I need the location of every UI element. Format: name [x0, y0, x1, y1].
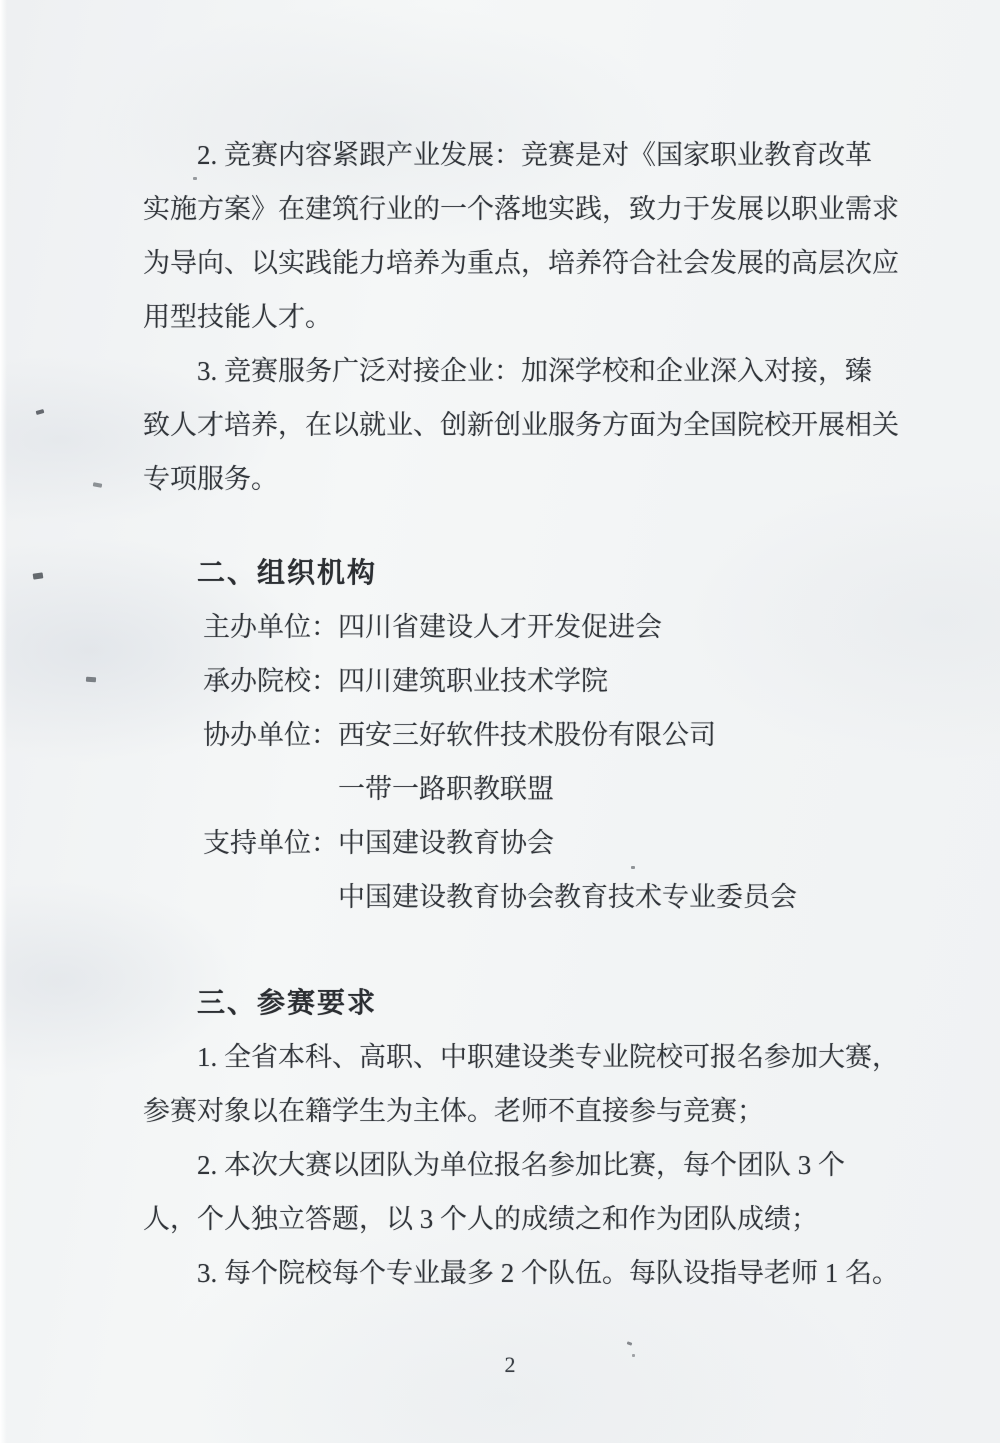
req-item-1-line-2: 参赛对象以在籍学生为主体。老师不直接参与竞赛；: [143, 1096, 764, 1126]
scan-speck: [627, 1341, 633, 1346]
org-line-undertaker: 承办院校：四川建筑职业技术学院: [203, 666, 608, 696]
org-line-host: 主办单位：四川省建设人才开发促进会: [203, 612, 662, 642]
para-3-line-3: 专项服务。: [143, 464, 278, 494]
document-body: [143, 128, 903, 1300]
scan-speck: [86, 677, 96, 683]
section-heading-organization: 二、组织机构: [197, 557, 378, 588]
org-line-coorganizer-2: 一带一路职教联盟: [338, 774, 554, 804]
para-3-line-1: 3. 竞赛服务广泛对接企业：加深学校和企业深入对接，臻: [197, 356, 872, 386]
para-2-line-3: 为导向、以实践能力培养为重点，培养符合社会发展的高层次应: [143, 248, 899, 278]
para-2-line-1: 2. 竞赛内容紧跟产业发展：竞赛是对《国家职业教育改革: [197, 140, 872, 170]
scan-speck: [33, 572, 44, 579]
para-2-line-2: 实施方案》在建筑行业的一个落地实践，致力于发展以职业需求: [143, 194, 899, 224]
scan-speck: [93, 482, 103, 488]
req-item-3-line-1: 3. 每个院校每个专业最多 2 个队伍。每队设指导老师 1 名。: [197, 1258, 899, 1288]
section-heading-requirements: 三、参赛要求: [197, 987, 378, 1018]
para-3-line-2: 致人才培养，在以就业、创新创业服务方面为全国院校开展相关: [143, 410, 899, 440]
para-2-line-4: 用型技能人才。: [143, 302, 332, 332]
org-line-supporter-2: 中国建设教育协会教育技术专业委员会: [338, 882, 797, 912]
req-item-1-line-1: 1. 全省本科、高职、中职建设类专业院校可报名参加大赛，: [197, 1042, 899, 1072]
scan-speck: [36, 409, 45, 415]
req-item-2-line-2: 人，个人独立答题，以 3 个人的成绩之和作为团队成绩；: [143, 1204, 818, 1234]
org-line-supporter: 支持单位：中国建设教育协会: [203, 828, 554, 858]
org-line-coorganizer: 协办单位：西安三好软件技术股份有限公司: [203, 720, 716, 750]
req-item-2-line-1: 2. 本次大赛以团队为单位报名参加比赛，每个团队 3 个: [197, 1150, 845, 1180]
scan-speck: [632, 1354, 635, 1357]
page-number: 2: [504, 1352, 516, 1377]
